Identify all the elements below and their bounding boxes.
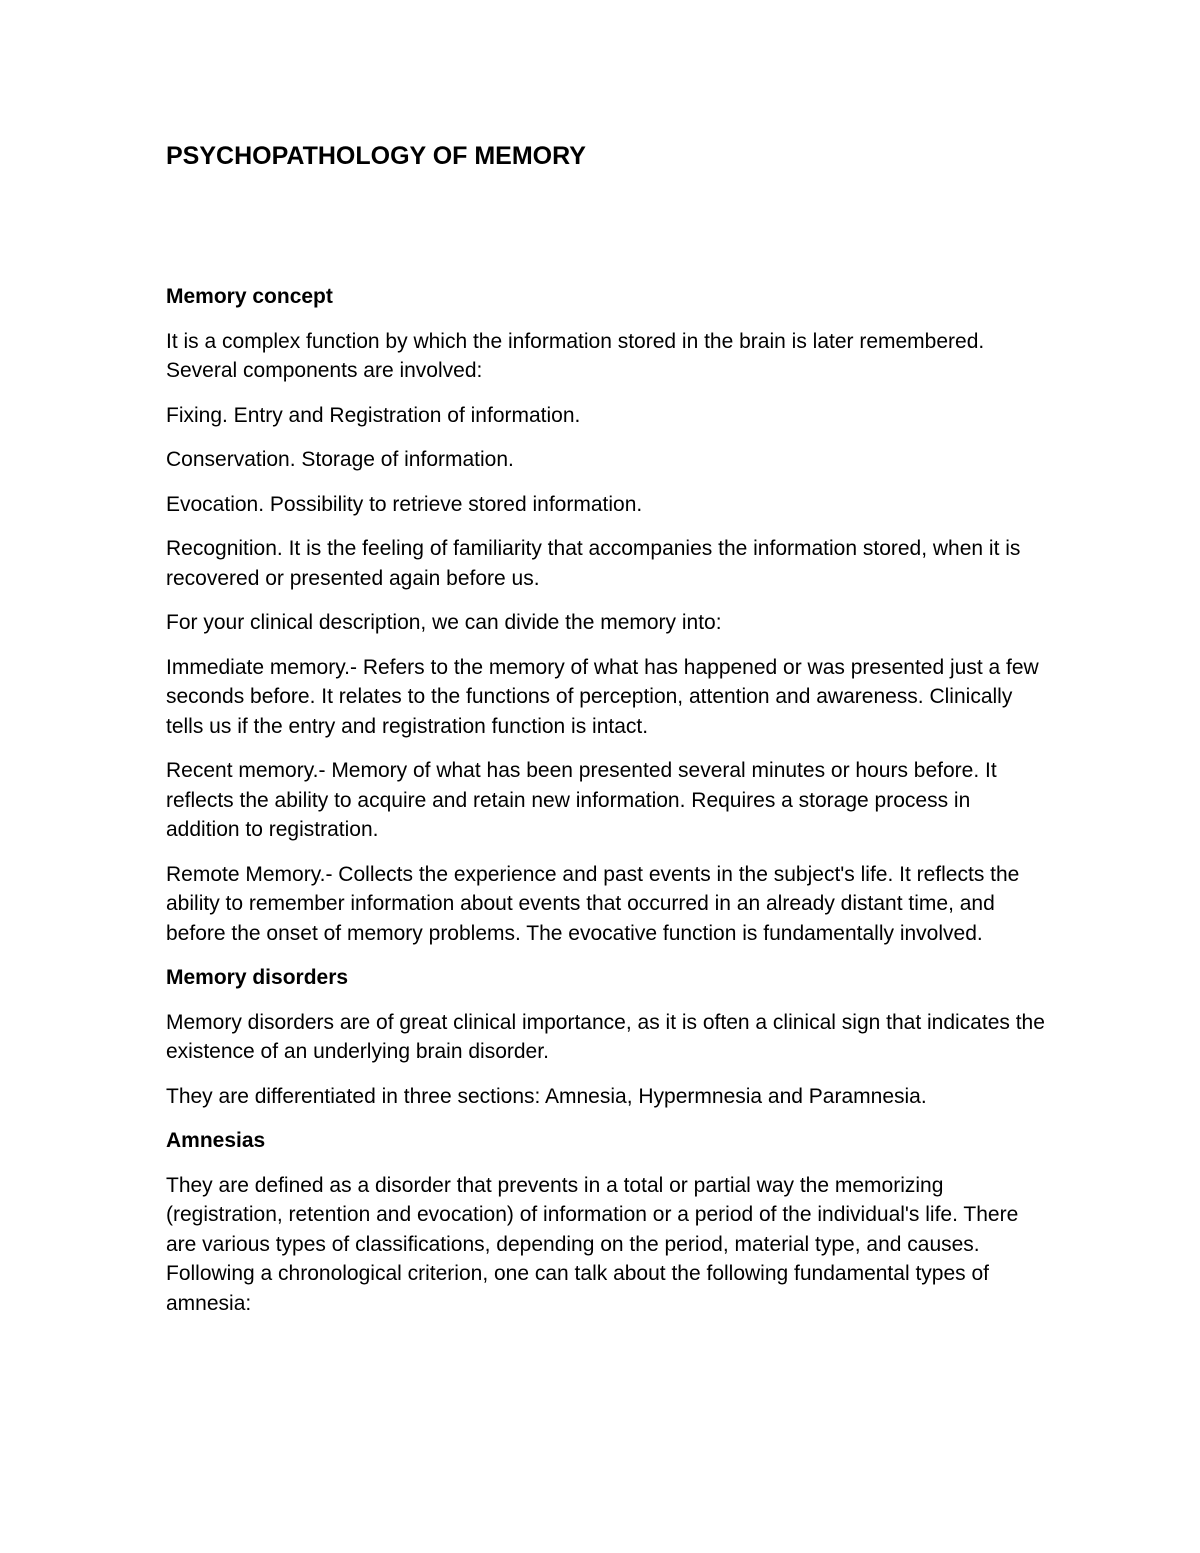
- body-paragraph: Remote Memory.- Collects the experience and past events in the subject's life. It reflects the ability to remember information about events that occurred in an already distant time, and before the onset of memory problems. The evocative function is fundamentally involved.: [166, 862, 1020, 945]
- body-paragraph: Recent memory.- Memory of what has been presented several minutes or hours before. It reflects the ability to acquire and retain new information. Requires a storage process in addition to registration.: [166, 759, 997, 841]
- body-paragraph: For your clinical description, we can divide the memory into:: [166, 611, 722, 634]
- section-heading: Amnesias: [166, 1129, 266, 1152]
- body-paragraph: They are differentiated in three sections: Amnesia, Hypermnesia and Paramnesia.: [166, 1084, 927, 1108]
- section-heading: Memory concept: [166, 285, 333, 308]
- section-heading: Memory disorders: [166, 966, 349, 989]
- body-paragraph: Fixing. Entry and Registration of information.: [166, 403, 581, 427]
- document-title: PSYCHOPATHOLOGY OF MEMORY: [166, 142, 586, 170]
- body-paragraph: It is a complex function by which the information stored in the brain is later remembered. Several components are involved:: [166, 329, 985, 382]
- body-paragraph: Recognition. It is the feeling of familiarity that accompanies the information stored, when it is recovered or presented again before us.: [166, 537, 1021, 590]
- body-paragraph: Immediate memory.- Refers to the memory of what has happened or was presented just a few seconds before. It relates to the functions of perception, attention and awareness. Clinically tells us if the entry and registration function is intact.: [166, 655, 1039, 738]
- body-paragraph: Evocation. Possibility to retrieve stored information.: [166, 492, 643, 516]
- body-paragraph: Memory disorders are of great clinical importance, as it is often a clinical sign that indicates the existence of an underlying brain disorder.: [166, 1010, 1045, 1063]
- body-paragraph: They are defined as a disorder that prevents in a total or partial way the memorizing (registration, retention and evocation) of information or a period of the individual's life. There are various types of classifications, depending on the period, material type, and causes. Following a chronological criterion, one can talk about the following fundamental types of amnesia:: [166, 1173, 1019, 1315]
- document-body: [166, 282, 1046, 1333]
- body-paragraph: Conservation. Storage of information.: [166, 448, 514, 471]
